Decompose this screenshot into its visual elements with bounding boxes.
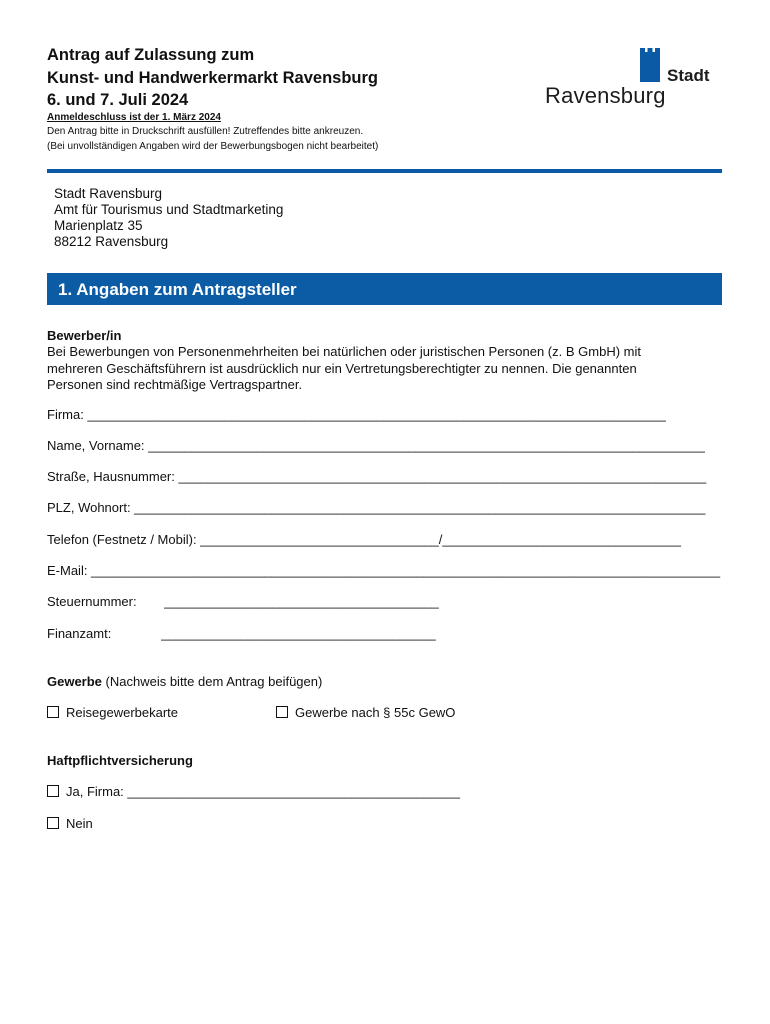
section-title: 1. Angaben zum Antragsteller [58, 280, 297, 299]
tax-office-label: Finanzamt: [47, 626, 112, 641]
logo-city-text: Ravensburg [545, 83, 666, 108]
description-line: Bei Bewerbungen von Personenmehrheiten bei natürlichen oder juristischen Personen (z. B GmbH) mit [47, 344, 641, 359]
trade-heading [47, 674, 322, 689]
street-field[interactable]: Straße, Hausnummer: _________________________________________________________________________ [47, 469, 707, 484]
tax-number-label: Steuernummer: [47, 594, 137, 609]
title-line-2: Kunst- und Handwerkermarkt Ravensburg [47, 68, 378, 87]
incomplete-note: (Bei unvollständigen Angaben wird der Bewerbungsbogen nicht bearbeitet) [47, 141, 379, 152]
trade-heading-note: (Nachweis bitte dem Antrag beifügen) [101, 674, 323, 689]
tower-icon [640, 48, 660, 82]
plz-city-field[interactable]: PLZ, Wohnort: _______________________________________________________________________________ [47, 500, 706, 515]
description-line: mehreren Geschäftsführern ist ausdrücklich nur ein Vertretungsberechtigter zu nennen. Die genannten [47, 360, 637, 376]
address-line: Amt für Tourismus und Stadtmarketing [54, 202, 284, 217]
liability-no-label: Nein [66, 816, 93, 831]
address-line: Stadt Ravensburg [54, 186, 163, 201]
trade-55c-label: Gewerbe nach § 55c GewO [295, 705, 456, 720]
firma-field[interactable]: Firma: ________________________________________________________________________________ [47, 407, 666, 422]
travel-trade-card-label: Reisegewerbekarte [66, 705, 179, 720]
email-field[interactable]: E-Mail: _______________________________________________________________________________________ [47, 563, 721, 578]
header-divider [47, 169, 722, 173]
description-line: Personen sind rechtmäßige Vertragspartner. [47, 377, 303, 392]
address-line: Marienplatz 35 [54, 218, 143, 233]
address-line: 88212 Ravensburg [54, 234, 169, 249]
instruction-note: Den Antrag bitte in Druckschrift ausfüllen! Zutreffendes bitte ankreuzen. [47, 126, 364, 137]
tax-office-field[interactable]: ______________________________________ [161, 626, 436, 641]
title-line-3: 6. und 7. Juli 2024 [47, 91, 189, 109]
name-field[interactable]: Name, Vorname: _____________________________________________________________________________ [47, 438, 705, 453]
title-line-1: Antrag auf Zulassung zum [47, 46, 255, 64]
phone-field[interactable]: Telefon (Festnetz / Mobil): _________________________________/_________________________________ [47, 532, 681, 547]
recipient-address [54, 186, 283, 250]
applicant-heading: Bewerber/in [47, 328, 122, 343]
liability-yes-checkbox[interactable] [47, 785, 59, 797]
section-header [47, 273, 722, 305]
page-title [47, 44, 378, 112]
logo-stadt-text: Stadt [667, 66, 710, 85]
deadline-notice: Anmeldeschluss ist der 1. März 2024 [47, 112, 221, 123]
tax-number-field[interactable]: ______________________________________ [164, 594, 439, 609]
trade-55c-checkbox[interactable] [276, 706, 288, 718]
trade-heading-bold: Gewerbe [47, 674, 102, 689]
liability-yes-field[interactable]: Ja, Firma: ______________________________________________ [66, 784, 460, 799]
liability-heading: Haftpflichtversicherung [47, 753, 193, 768]
travel-trade-card-checkbox[interactable] [47, 706, 59, 718]
applicant-description [47, 344, 641, 394]
liability-no-checkbox[interactable] [47, 817, 59, 829]
